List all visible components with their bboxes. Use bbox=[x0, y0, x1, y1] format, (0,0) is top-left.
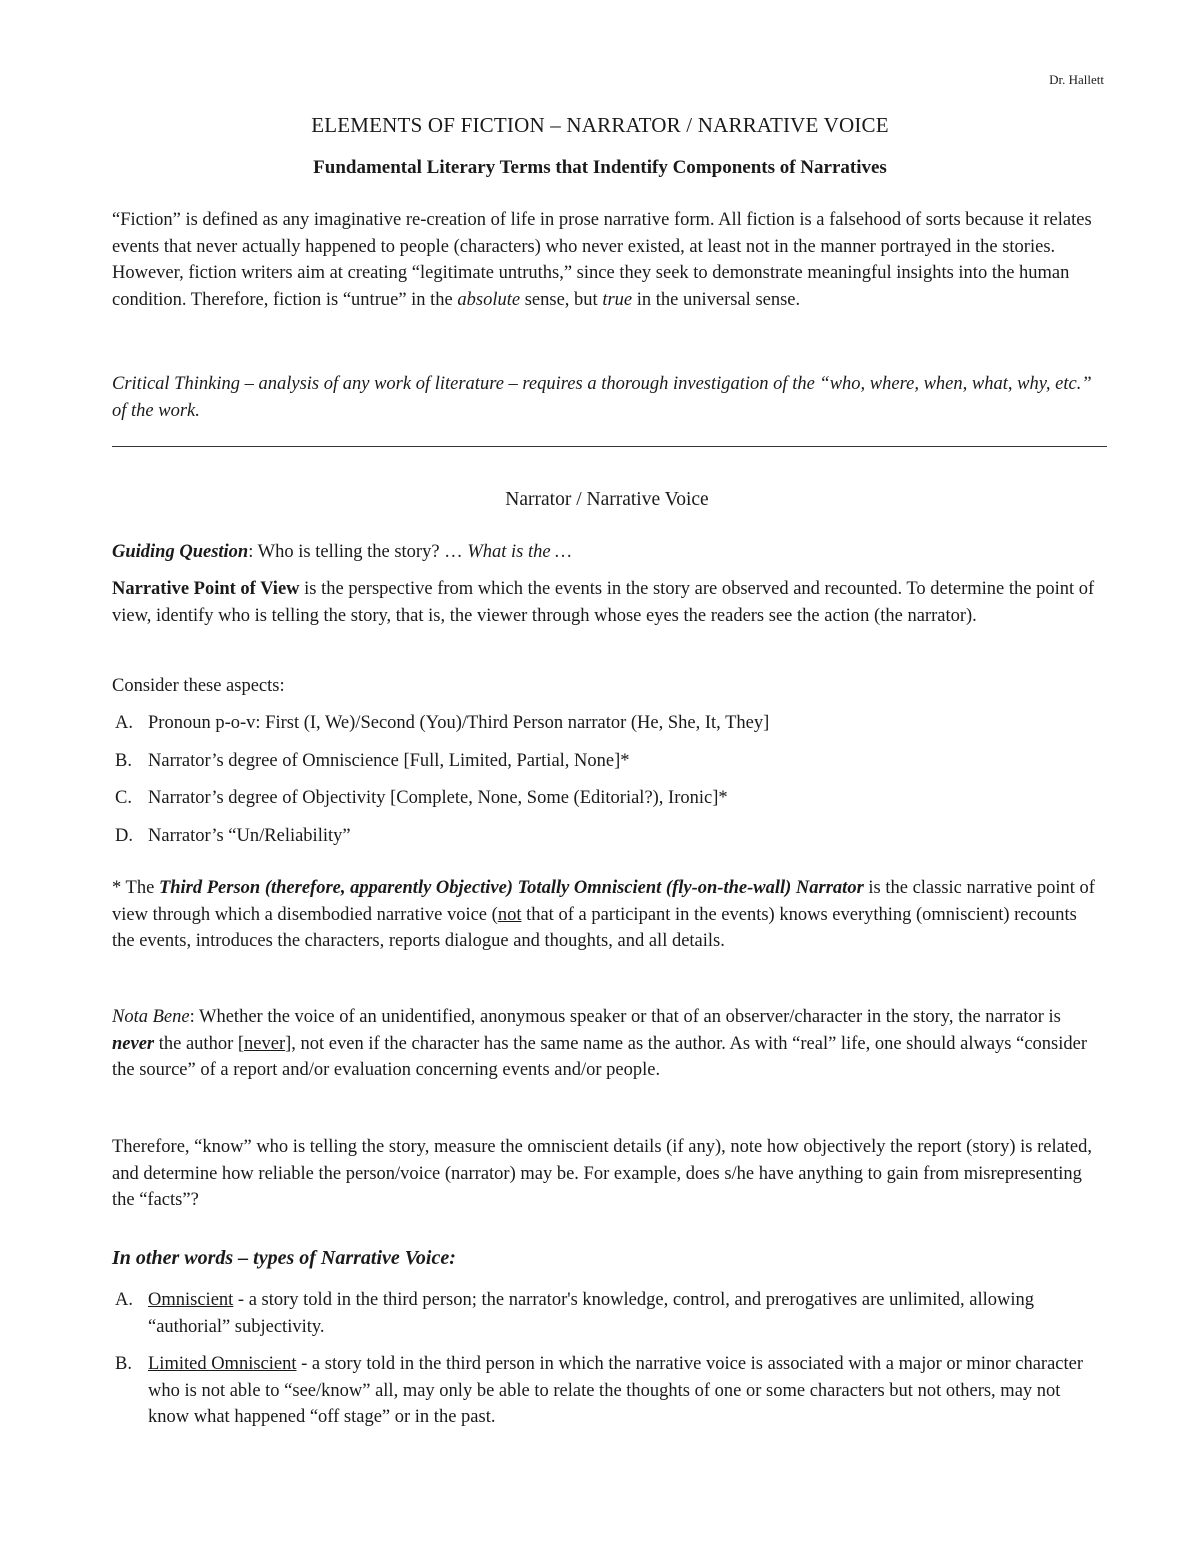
list-item-text: Narrator’s degree of Objectivity [Complete, None, Some (Editorial?), Ironic]* bbox=[148, 788, 728, 808]
list-item-text: Narrator’s degree of Omniscience [Full, Limited, Partial, None]* bbox=[148, 750, 630, 771]
text-run: is the classic narrative point of view through which a disembodied narrative voice ( bbox=[112, 878, 1095, 925]
consider-label: Consider these aspects: bbox=[112, 676, 285, 696]
text-run: * The bbox=[112, 878, 159, 898]
narrative-types-list bbox=[112, 1287, 1102, 1431]
therefore-paragraph: Therefore, “know” who is telling the story, measure the omniscient details (if any), note how objectively the report (story) is related, and determine how reliable the person/voice (narrator) may be. For example, does s/he have anything to gain from misrepresenting the “facts”? bbox=[112, 1137, 1093, 1210]
text-run: : Who is telling the story? … bbox=[248, 542, 468, 562]
list-item-text: - a story told in the third person in which the narrative voice is associated with a major or minor character who is not able to “see/know” all, may only be able to relate the thoughts of one or some characters but not others, may not know what happened “off stage” or in the past. bbox=[148, 1354, 1084, 1427]
list-marker: B. bbox=[115, 750, 132, 771]
text-run: “Fiction” is defined as any imaginative re-creation of life in prose narrative form. All fiction is a falsehood of sorts because it relates events that never actually happened to people (characters) who never existed, at least not in the manner portrayed in the stories. However, fiction writers aim at creating “legitimate untruths,” since they seek to demonstrate meaningful insights into the human condition. Therefore, fiction is “untrue” in the bbox=[112, 210, 1092, 310]
guiding-question bbox=[112, 539, 1102, 566]
term-narrative-pov: Narrative Point of View bbox=[112, 579, 300, 599]
list-item bbox=[112, 748, 1102, 775]
text-run: in the universal sense. bbox=[632, 289, 801, 310]
nota-bene-label: Nota Bene bbox=[112, 1007, 190, 1027]
list-marker: C. bbox=[115, 788, 132, 808]
critical-thinking-note: Critical Thinking – analysis of any work of literature – requires a thorough investigation of the “who, where, when, what, why, etc.” of the work. bbox=[112, 374, 1092, 421]
third-person-note bbox=[112, 875, 1102, 955]
emphasis-absolute: absolute bbox=[457, 289, 521, 310]
list-item bbox=[112, 1287, 1102, 1340]
text-run: is the perspective from which the events in the story are observed and recounted. To determine the point of view, identify who is telling the story, that is, the viewer through whose eyes the readers see the action (the narrator). bbox=[112, 579, 1095, 626]
emphasis-true: true bbox=[602, 289, 633, 310]
text-run: : Whether the voice of an unidentified, anonymous speaker or that of an observer/character in the story, the narrator is bbox=[189, 1007, 1061, 1027]
text-run: sense, but bbox=[520, 289, 603, 310]
list-item bbox=[112, 1351, 1102, 1431]
emphasis-not: not bbox=[497, 904, 522, 925]
list-item bbox=[112, 710, 1102, 737]
page-title: ELEMENTS OF FICTION – NARRATOR / NARRATIVE VOICE bbox=[311, 113, 889, 137]
text-run: that of a participant in the events) knows everything (omniscient) recounts the events, introduces the characters, reports dialogue and thoughts, and all details. bbox=[112, 904, 1077, 951]
list-marker: A. bbox=[115, 713, 133, 733]
list-item bbox=[112, 785, 1102, 812]
fiction-definition-paragraph bbox=[112, 207, 1102, 313]
list-item-text: Narrator’s “Un/Reliability” bbox=[148, 825, 351, 846]
list-marker: D. bbox=[115, 825, 133, 846]
list-item-text: Pronoun p-o-v: First (I, We)/Second (You)/Third Person narrator (He, She, It, They] bbox=[148, 713, 770, 733]
emphasis-never: never bbox=[112, 1033, 155, 1054]
list-marker: B. bbox=[115, 1354, 132, 1374]
nota-bene-paragraph bbox=[112, 1004, 1102, 1084]
list-item-text: - a story told in the third person; the narrator's knowledge, control, and prerogatives are unlimited, allowing “authorial” subjectivity. bbox=[148, 1290, 1034, 1337]
text-run: the author [ bbox=[154, 1033, 245, 1054]
text-run: What is the … bbox=[467, 542, 572, 562]
type-term: Limited Omniscient bbox=[148, 1354, 297, 1374]
aspects-list bbox=[112, 710, 1102, 849]
text-run: ], not even if the character has the same name as the author. As with “real” life, one should always “consider the source” of a report and/or evaluation concerning events and/or people. bbox=[112, 1033, 1088, 1080]
horizontal-rule bbox=[112, 446, 1107, 447]
narrative-pov-paragraph bbox=[112, 576, 1102, 629]
term-third-person-narrator: Third Person (therefore, apparently Objective) Totally Omniscient (fly-on-the-wall) Narrator bbox=[158, 878, 864, 898]
type-term: Omniscient bbox=[148, 1290, 234, 1310]
author-name: Dr. Hallett bbox=[1049, 72, 1104, 87]
section-title: Narrator / Narrative Voice bbox=[505, 489, 709, 510]
list-marker: A. bbox=[115, 1290, 133, 1310]
list-item bbox=[112, 823, 1102, 850]
page-subtitle: Fundamental Literary Terms that Indentify Components of Narratives bbox=[313, 157, 887, 178]
emphasis-never-underlined: never bbox=[244, 1033, 286, 1054]
types-heading: In other words – types of Narrative Voice: bbox=[112, 1247, 456, 1269]
guiding-question-label: Guiding Question bbox=[112, 542, 249, 562]
